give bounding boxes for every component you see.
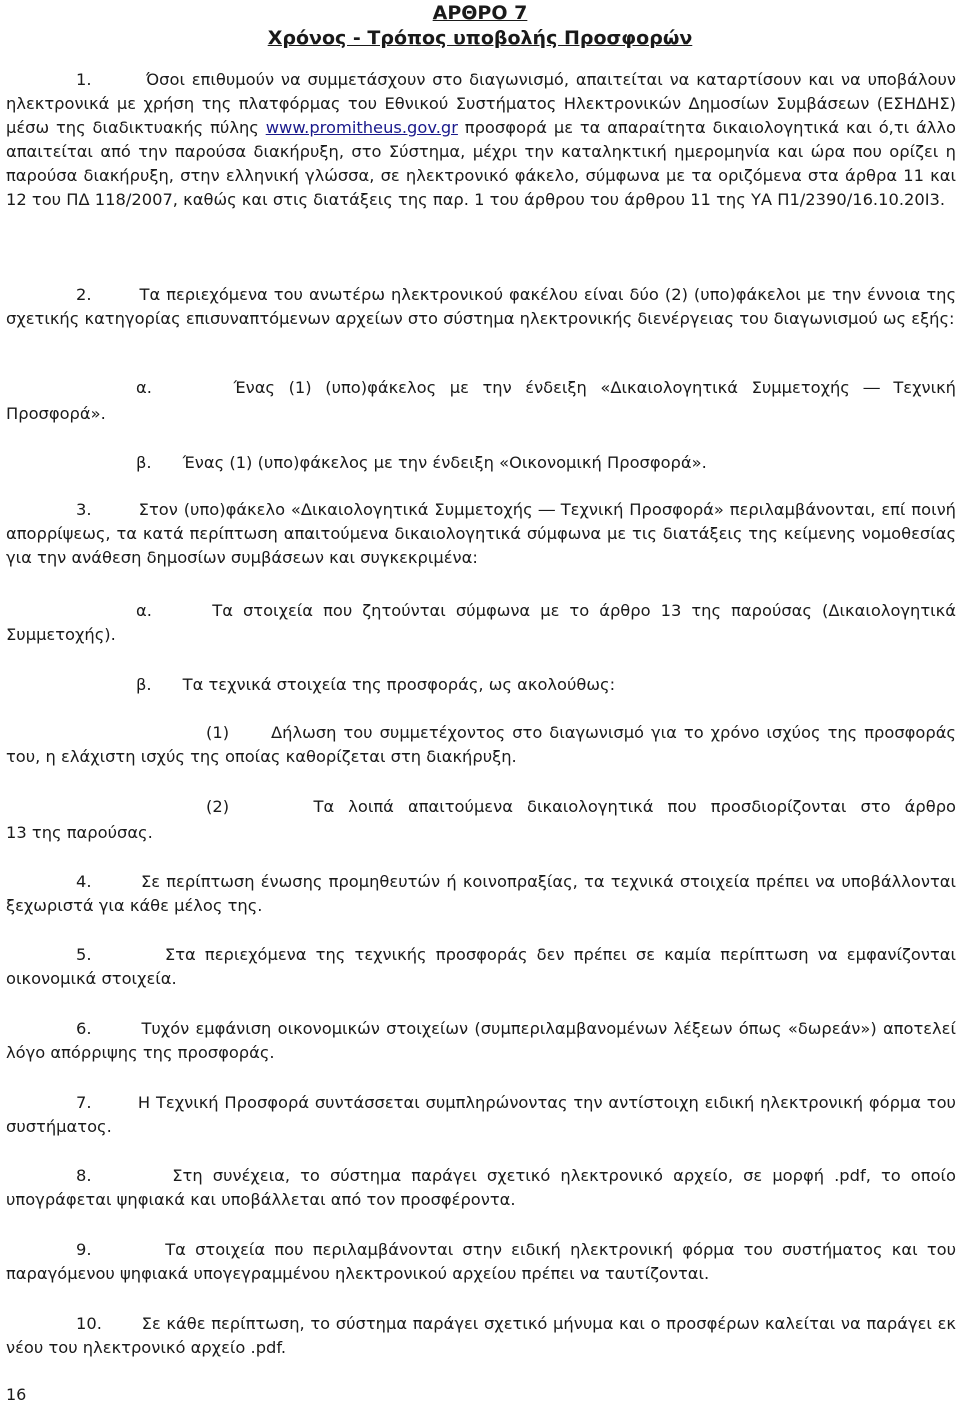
page-number: 16 bbox=[6, 1385, 27, 1404]
paragraph-text: Σε κάθε περίπτωση, το σύστημα παράγει σχετικό μήνυμα και ο προσφέρων καλείται να παράγει εκ νέου του ηλεκτρονικό αρχείο .pdf. bbox=[6, 1314, 956, 1357]
item-text-cont: 13 της παρούσας. bbox=[6, 823, 153, 842]
promitheus-link[interactable]: www.promitheus.gov.gr bbox=[265, 118, 458, 137]
item-label: (2) bbox=[206, 797, 230, 816]
item-label: β. bbox=[136, 675, 152, 694]
article-subtitle: Χρόνος - Τρόπος υποβολής Προσφορών bbox=[267, 27, 693, 49]
paragraph-number: 7. bbox=[76, 1093, 92, 1112]
item-2a bbox=[136, 376, 956, 400]
paragraph-6 bbox=[6, 1017, 956, 1065]
item-text: Τα τεχνικά στοιχεία της προσφοράς, ως ακολούθως: bbox=[182, 675, 616, 694]
item-3b bbox=[136, 673, 956, 697]
paragraph-9 bbox=[6, 1238, 956, 1286]
paragraph-text: Στα περιεχόμενα της τεχνικής προσφοράς δεν πρέπει σε καμία περίπτωση να εμφανίζονται οικονομικά στοιχεία. bbox=[6, 945, 956, 988]
item-label: α. bbox=[136, 378, 152, 397]
item-2b bbox=[136, 451, 956, 475]
paragraph-1 bbox=[6, 68, 956, 212]
item-text: Δήλωση του συμμετέχοντος στο διαγωνισμό για το χρόνο ισχύος της προσφοράς του, η ελάχιστη ισχύς της οποίας καθορίζεται στη διακήρυξη. bbox=[6, 723, 956, 766]
item-2a-cont bbox=[6, 402, 956, 426]
article-heading: ΑΡΘΡΟ 7 bbox=[432, 2, 528, 24]
paragraph-text: Όσοι επιθυμούν να συμμετάσχουν στο διαγωνισμό, απαιτείται να καταρτίσουν και να υποβάλουν ηλεκτρονικά με χρήση της πλατφόρμας του Εθνικού Συστήματος Ηλεκτρονικών Δημοσίων Συμβάσεων (ΕΣΗΔΗΣ) μέσω της διαδικτυακής πύλης bbox=[6, 70, 956, 137]
paragraph-4 bbox=[6, 870, 956, 918]
item-label: (1) bbox=[206, 723, 230, 742]
paragraph-text-cont: προσφορά με τα απαραίτητα δικαιολογητικά και ό,τι άλλο απαιτείται από την παρούσα διακήρυξη, στο Σύστημα, μέχρι την καταληκτική ημερομηνία και ώρα που ορίζει η παρούσα διακήρυξη, στην ελληνική γλώσσα, σε ηλεκτρονικό φάκελο, σύμφωνα με τα οριζόμενα στα άρθρα 11 και 12 του ΠΔ 118/2007, καθώς και στις διατάξεις της παρ. 1 του άρθρου του άρθρου 11 της ΥΑ Π1/2390/16.10.20Ι3. bbox=[6, 118, 956, 209]
item-text: Τα στοιχεία που ζητούνται σύμφωνα με το άρθρο 13 της παρούσας (Δικαιολογητικά Συμμετοχής). bbox=[6, 601, 957, 644]
item-3b2-cont bbox=[6, 821, 956, 845]
paragraph-2 bbox=[6, 283, 956, 331]
paragraph-text: Σε περίπτωση ένωσης προμηθευτών ή κοινοπραξίας, τα τεχνικά στοιχεία πρέπει να υποβάλλονται ξεχωριστά για κάθε μέλος της. bbox=[6, 872, 956, 915]
paragraph-number: 6. bbox=[76, 1019, 92, 1038]
paragraph-number: 1. bbox=[76, 70, 92, 89]
paragraph-3 bbox=[6, 498, 956, 570]
paragraph-number: 3. bbox=[76, 500, 92, 519]
paragraph-text: Στον (υπο)φάκελο «Δικαιολογητικά Συμμετοχής ― Τεχνική Προσφορά» περιλαμβάνονται, επί ποινή απορρίψεως, τα κατά περίπτωση απαιτούμενα δικαιολογητικά σύμφωνα με τις διατάξεις της κείμενης νομοθεσίας για την ανάθεση δημοσίων συμβάσεων και συγκεκριμένα: bbox=[6, 500, 956, 567]
item-3a bbox=[6, 599, 956, 647]
paragraph-number: 9. bbox=[76, 1240, 92, 1259]
paragraph-10 bbox=[6, 1312, 956, 1360]
paragraph-8 bbox=[6, 1164, 956, 1212]
item-label: β. bbox=[136, 453, 152, 472]
item-text: Ένας (1) (υπο)φάκελος με την ένδειξη «Οικονομική Προσφορά». bbox=[182, 453, 707, 472]
item-3b1 bbox=[6, 721, 956, 769]
item-text: Ένας (1) (υπο)φάκελος με την ένδειξη «Δικαιολογητικά Συμμετοχής ― Τεχνική bbox=[233, 378, 956, 397]
paragraph-number: 5. bbox=[76, 945, 92, 964]
paragraph-7 bbox=[6, 1091, 956, 1139]
paragraph-text: Στη συνέχεια, το σύστημα παράγει σχετικό ηλεκτρονικό αρχείο, σε μορφή .pdf, το οποίο υπογράφεται ψηφιακά και υποβάλλεται από τον προσφέροντα. bbox=[6, 1166, 957, 1209]
paragraph-text: Τα περιεχόμενα του ανωτέρω ηλεκτρονικού φακέλου είναι δύο (2) (υπο)φάκελοι με την έννοια της σχετικής κατηγορίας επισυναπτόμενων αρχείων στο σύστημα ηλεκτρονικής διενέργειας του διαγωνισμού ως εξής: bbox=[6, 285, 957, 328]
paragraph-number: 10. bbox=[76, 1314, 102, 1333]
paragraph-number: 8. bbox=[76, 1166, 92, 1185]
paragraph-text: Τυχόν εμφάνιση οικονομικών στοιχείων (συμπεριλαμβανομένων λέξεων όπως «δωρεάν») αποτελεί λόγο απόρριψης της προσφοράς. bbox=[6, 1019, 956, 1062]
paragraph-text: Τα στοιχεία που περιλαμβάνονται στην ειδική ηλεκτρονική φόρμα του συστήματος και του παραγόμενου ψηφιακά υπογεγραμμένου ηλεκτρονικού αρχείου πρέπει να ταυτίζονται. bbox=[6, 1240, 957, 1283]
item-label: α. bbox=[136, 601, 152, 620]
paragraph-number: 2. bbox=[76, 285, 92, 304]
item-text-cont: Προσφορά». bbox=[6, 404, 106, 423]
paragraph-number: 4. bbox=[76, 872, 92, 891]
paragraph-text: Η Τεχνική Προσφορά συντάσσεται συμπληρώνοντας την αντίστοιχη ειδική ηλεκτρονική φόρμα του συστήματος. bbox=[6, 1093, 956, 1136]
item-text: Τα λοιπά απαιτούμενα δικαιολογητικά που προσδιορίζονται στο άρθρο bbox=[313, 797, 956, 816]
item-3b2 bbox=[206, 795, 956, 819]
paragraph-5 bbox=[6, 943, 956, 991]
